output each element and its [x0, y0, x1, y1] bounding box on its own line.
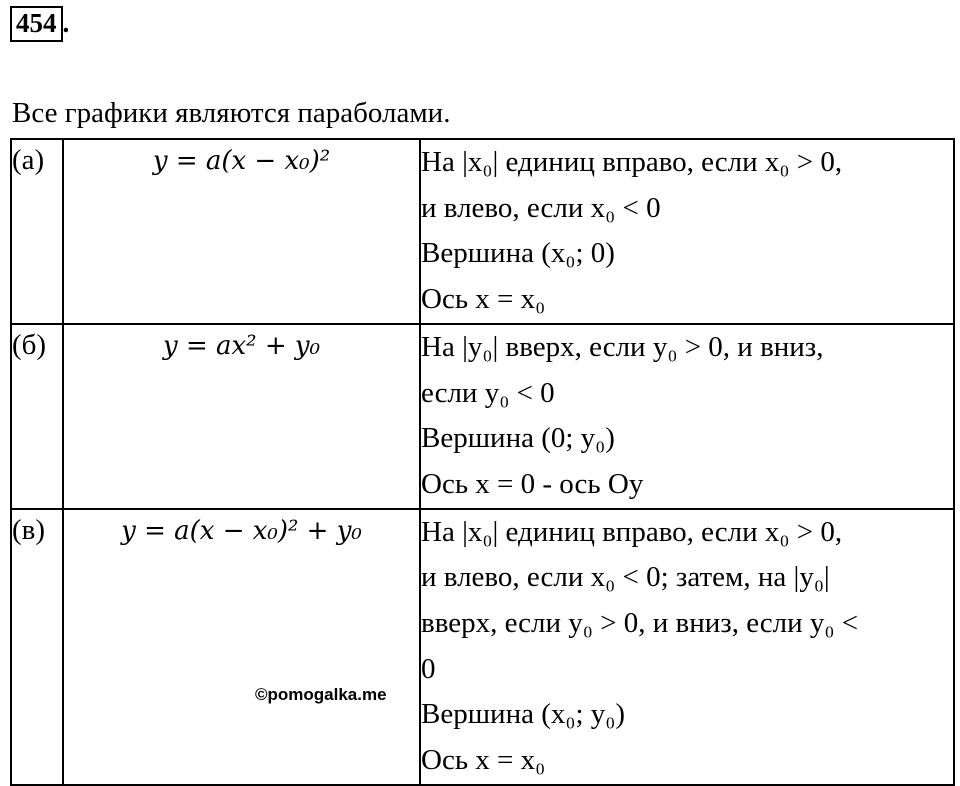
parabola-table: [10, 138, 955, 786]
description-line: Ось x = 0 - ось Oy: [421, 467, 644, 500]
row-description: [420, 139, 954, 324]
row-label: (а): [11, 139, 63, 324]
description-line: если y₀ < 0: [421, 376, 555, 409]
description-line: Ось x = x₀: [421, 283, 546, 316]
description-line: и влево, если x₀ < 0; затем, на |y₀|: [421, 561, 830, 594]
formula-math: y = a(x − x₀)²: [152, 146, 331, 176]
description-line: Вершина (x₀; y₀): [421, 698, 626, 731]
row-formula: [63, 324, 420, 509]
table-row-c: [11, 509, 954, 785]
description-line: 0: [421, 652, 436, 685]
row-label: (в): [11, 509, 63, 785]
description-line: Вершина (x₀; 0): [421, 237, 615, 270]
description-line: Вершина (0; y₀): [421, 422, 615, 455]
description-line: Ось x = x₀: [421, 744, 546, 777]
description-line: На |y₀| вверх, если y₀ > 0, и вниз,: [421, 330, 824, 363]
row-formula: [63, 509, 420, 785]
description-line: На |x₀| единиц вправо, если x₀ > 0,: [421, 515, 843, 548]
row-description: [420, 324, 954, 509]
formula-math: y = ax² + y₀: [162, 330, 320, 361]
description-line: вверх, если y₀ > 0, и вниз, если y₀ <: [421, 607, 859, 640]
problem-number-box: 454: [10, 6, 63, 42]
problem-number: [10, 6, 69, 42]
table-row-a: [11, 139, 954, 324]
description-line: и влево, если x₀ < 0: [421, 191, 661, 224]
intro-text: Все графики являются параболами.: [12, 97, 451, 129]
description-line: На |x₀| единиц вправо, если x₀ > 0,: [421, 146, 843, 178]
row-formula: [63, 139, 420, 324]
formula-math: y = a(x − x₀)² + y₀: [121, 515, 362, 546]
row-description: [420, 509, 954, 785]
table-row-b: [11, 324, 954, 509]
problem-number-suffix: .: [62, 8, 70, 38]
watermark: ©pomogalka.me: [255, 685, 387, 704]
row-label: (б): [11, 324, 63, 509]
